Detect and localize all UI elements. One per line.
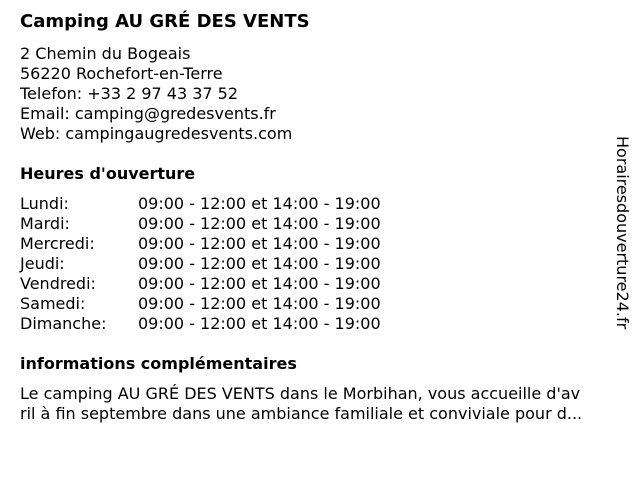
hours-row <box>20 254 381 274</box>
info-heading: informations complémentaires <box>20 354 297 373</box>
hours-row <box>20 294 381 314</box>
day-label: Samedi: <box>20 294 86 313</box>
hours-row <box>20 194 381 214</box>
day-label: Dimanche: <box>20 314 107 333</box>
day-label: Mercredi: <box>20 234 95 253</box>
hours-row <box>20 214 381 234</box>
hours-table <box>20 194 381 334</box>
day-label: Vendredi: <box>20 274 96 293</box>
email-text: Email: camping@gredesvents.fr <box>20 104 276 123</box>
business-name: Camping AU GRÉ DES VENTS <box>20 11 310 32</box>
info-description <box>20 384 632 424</box>
web-text: Web: campingaugredesvents.com <box>20 124 293 143</box>
phone-text: Telefon: +33 2 97 43 37 52 <box>20 84 239 103</box>
contact-block <box>20 44 292 144</box>
day-hours: 09:00 - 12:00 et 14:00 - 19:00 <box>138 314 381 333</box>
day-label: Lundi: <box>20 194 69 213</box>
hours-row <box>20 274 381 294</box>
day-hours: 09:00 - 12:00 et 14:00 - 19:00 <box>138 294 381 313</box>
info-line-2: ril à fin septembre dans une ambiance familiale et conviviale pour d... <box>20 404 583 423</box>
day-hours: 09:00 - 12:00 et 14:00 - 19:00 <box>138 234 381 253</box>
hours-row <box>20 234 381 254</box>
watermark-text: Horairesdouverture24.fr <box>613 136 632 330</box>
day-hours: 09:00 - 12:00 et 14:00 - 19:00 <box>138 194 381 213</box>
info-line-1: Le camping AU GRÉ DES VENTS dans le Morbihan, vous accueille d'av <box>20 384 581 403</box>
day-label: Mardi: <box>20 214 70 233</box>
day-hours: 09:00 - 12:00 et 14:00 - 19:00 <box>138 214 381 233</box>
hours-heading: Heures d'ouverture <box>20 164 196 183</box>
hours-row <box>20 314 381 334</box>
day-hours: 09:00 - 12:00 et 14:00 - 19:00 <box>138 254 381 273</box>
address-street: 2 Chemin du Bogeais <box>20 44 191 63</box>
day-hours: 09:00 - 12:00 et 14:00 - 19:00 <box>138 274 381 293</box>
day-label: Jeudi: <box>20 254 65 273</box>
address-city: 56220 Rochefort-en-Terre <box>20 64 223 83</box>
